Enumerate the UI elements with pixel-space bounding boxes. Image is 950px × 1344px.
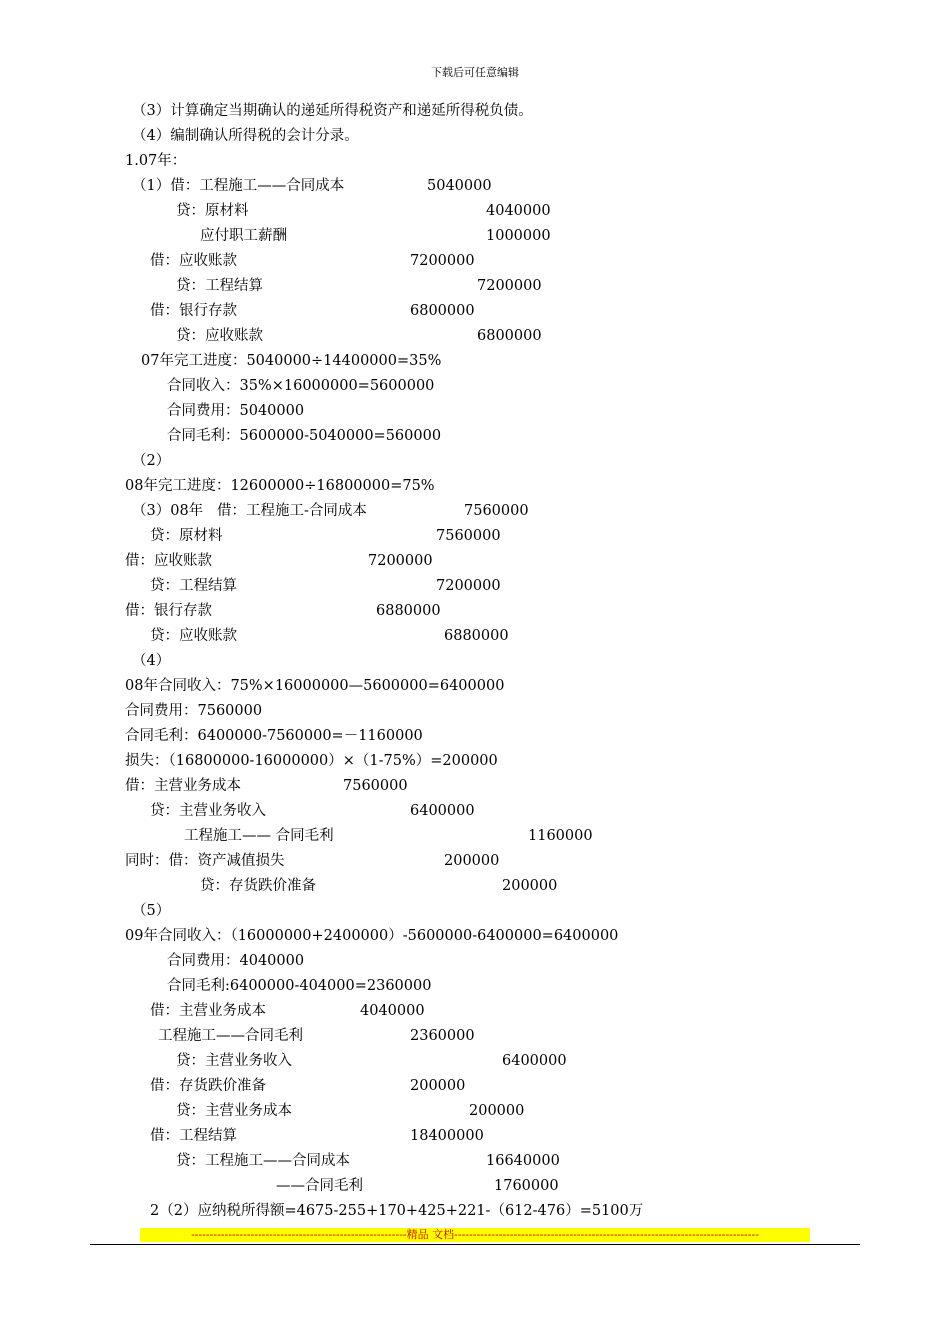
journal-amount: 200000 — [444, 853, 500, 869]
doc-line: 损失：（16800000-16000000）×（1-75%）=200000 — [125, 753, 498, 769]
doc-line: 2（2）应纳税所得额=4675-255+170+425+221-（612-476）=5100万 — [150, 1203, 644, 1219]
doc-line: 合同费用：5040000 — [167, 403, 305, 419]
journal-line: 贷：原材料 — [176, 203, 249, 219]
journal-amount: 6800000 — [410, 303, 475, 319]
doc-line: 09年合同收入：（16000000+2400000）-5600000-6400000=6400000 — [125, 928, 619, 944]
journal-line: 贷：应收账款 — [150, 628, 237, 644]
journal-line: 借：应收账款 — [125, 553, 212, 569]
doc-line: （4）编制确认所得税的会计分录。 — [132, 128, 359, 144]
journal-amount: 200000 — [410, 1078, 466, 1094]
journal-line: 借：银行存款 — [125, 603, 212, 619]
doc-line: 合同毛利:6400000-404000=2360000 — [167, 978, 432, 994]
journal-line: 借：存货跌价准备 — [150, 1078, 266, 1094]
journal-line: 工程施工——合同毛利 — [158, 1028, 303, 1044]
journal-line: （1）借：工程施工——合同成本 — [132, 178, 345, 194]
journal-amount: 7200000 — [477, 278, 542, 294]
journal-line: 借：工程结算 — [150, 1128, 237, 1144]
journal-amount: 7560000 — [436, 528, 501, 544]
journal-amount: 2360000 — [410, 1028, 475, 1044]
journal-amount: 5040000 — [427, 178, 492, 194]
journal-line: 贷：主营业务成本 — [176, 1103, 292, 1119]
journal-line: 借：银行存款 — [150, 303, 237, 319]
journal-line: 借：应收账款 — [150, 253, 237, 269]
journal-line: 贷：主营业务收入 — [176, 1053, 292, 1069]
journal-amount: 4040000 — [486, 203, 551, 219]
journal-amount: 7200000 — [436, 578, 501, 594]
journal-line: 贷：工程施工——合同成本 — [176, 1153, 350, 1169]
journal-amount: 16640000 — [486, 1153, 560, 1169]
journal-amount: 1000000 — [486, 228, 551, 244]
doc-line: 08年合同收入：75%×16000000—5600000=6400000 — [125, 678, 505, 694]
journal-amount: 1760000 — [494, 1178, 559, 1194]
journal-amount: 7560000 — [343, 778, 408, 794]
journal-line: 贷：存货跌价准备 — [200, 878, 316, 894]
footer-label: 精品 文档 — [406, 1228, 455, 1241]
footer-dashes-left: ---------------------------------------------------------- — [191, 1228, 407, 1241]
journal-line: 贷：工程结算 — [150, 578, 237, 594]
journal-amount: 18400000 — [410, 1128, 484, 1144]
journal-line: 贷：原材料 — [150, 528, 223, 544]
journal-amount: 1160000 — [528, 828, 593, 844]
journal-line: 贷：主营业务收入 — [150, 803, 266, 819]
journal-amount: 200000 — [469, 1103, 525, 1119]
doc-line: 合同毛利：6400000-7560000=－1160000 — [125, 728, 423, 744]
footer-dashes-right: ---------------------------------------------------------------------------------- — [454, 1228, 759, 1241]
journal-line: （3）08年 借：工程施工-合同成本 — [132, 503, 367, 519]
journal-line: 借：主营业务成本 — [125, 778, 241, 794]
journal-line: 应付职工薪酬 — [200, 228, 287, 244]
page-header: 下载后可任意编辑 — [431, 66, 519, 79]
journal-amount: 6880000 — [444, 628, 509, 644]
journal-line: 借：主营业务成本 — [150, 1003, 266, 1019]
journal-line: 同时：借：资产减值损失 — [125, 853, 285, 869]
doc-line: （2） — [132, 453, 171, 469]
journal-amount: 4040000 — [360, 1003, 425, 1019]
journal-line: 工程施工—— 合同毛利 — [184, 828, 334, 844]
journal-amount: 6800000 — [477, 328, 542, 344]
journal-amount: 7560000 — [464, 503, 529, 519]
doc-line: （3）计算确定当期确认的递延所得税资产和递延所得税负债。 — [132, 103, 533, 119]
footer-banner — [140, 1228, 810, 1242]
journal-line: 贷：应收账款 — [176, 328, 263, 344]
doc-line: （4） — [132, 653, 171, 669]
doc-line: 合同费用：4040000 — [167, 953, 305, 969]
doc-line: 合同毛利：5600000-5040000=560000 — [167, 428, 442, 444]
journal-amount: 6880000 — [376, 603, 441, 619]
doc-line: 08年完工进度：12600000÷16800000=75% — [125, 478, 435, 494]
journal-amount: 7200000 — [368, 553, 433, 569]
doc-line: 07年完工进度：5040000÷14400000=35% — [141, 353, 442, 369]
doc-line: 1.07年： — [125, 153, 187, 169]
journal-amount: 200000 — [502, 878, 558, 894]
doc-line: 合同费用：7560000 — [125, 703, 263, 719]
journal-amount: 7200000 — [410, 253, 475, 269]
journal-line: ——合同毛利 — [276, 1178, 363, 1194]
journal-line: 贷：工程结算 — [176, 278, 263, 294]
journal-amount: 6400000 — [502, 1053, 567, 1069]
doc-line: （5） — [132, 903, 171, 919]
journal-amount: 6400000 — [410, 803, 475, 819]
footer-divider — [90, 1244, 860, 1245]
doc-line: 合同收入：35%×16000000=5600000 — [167, 378, 435, 394]
